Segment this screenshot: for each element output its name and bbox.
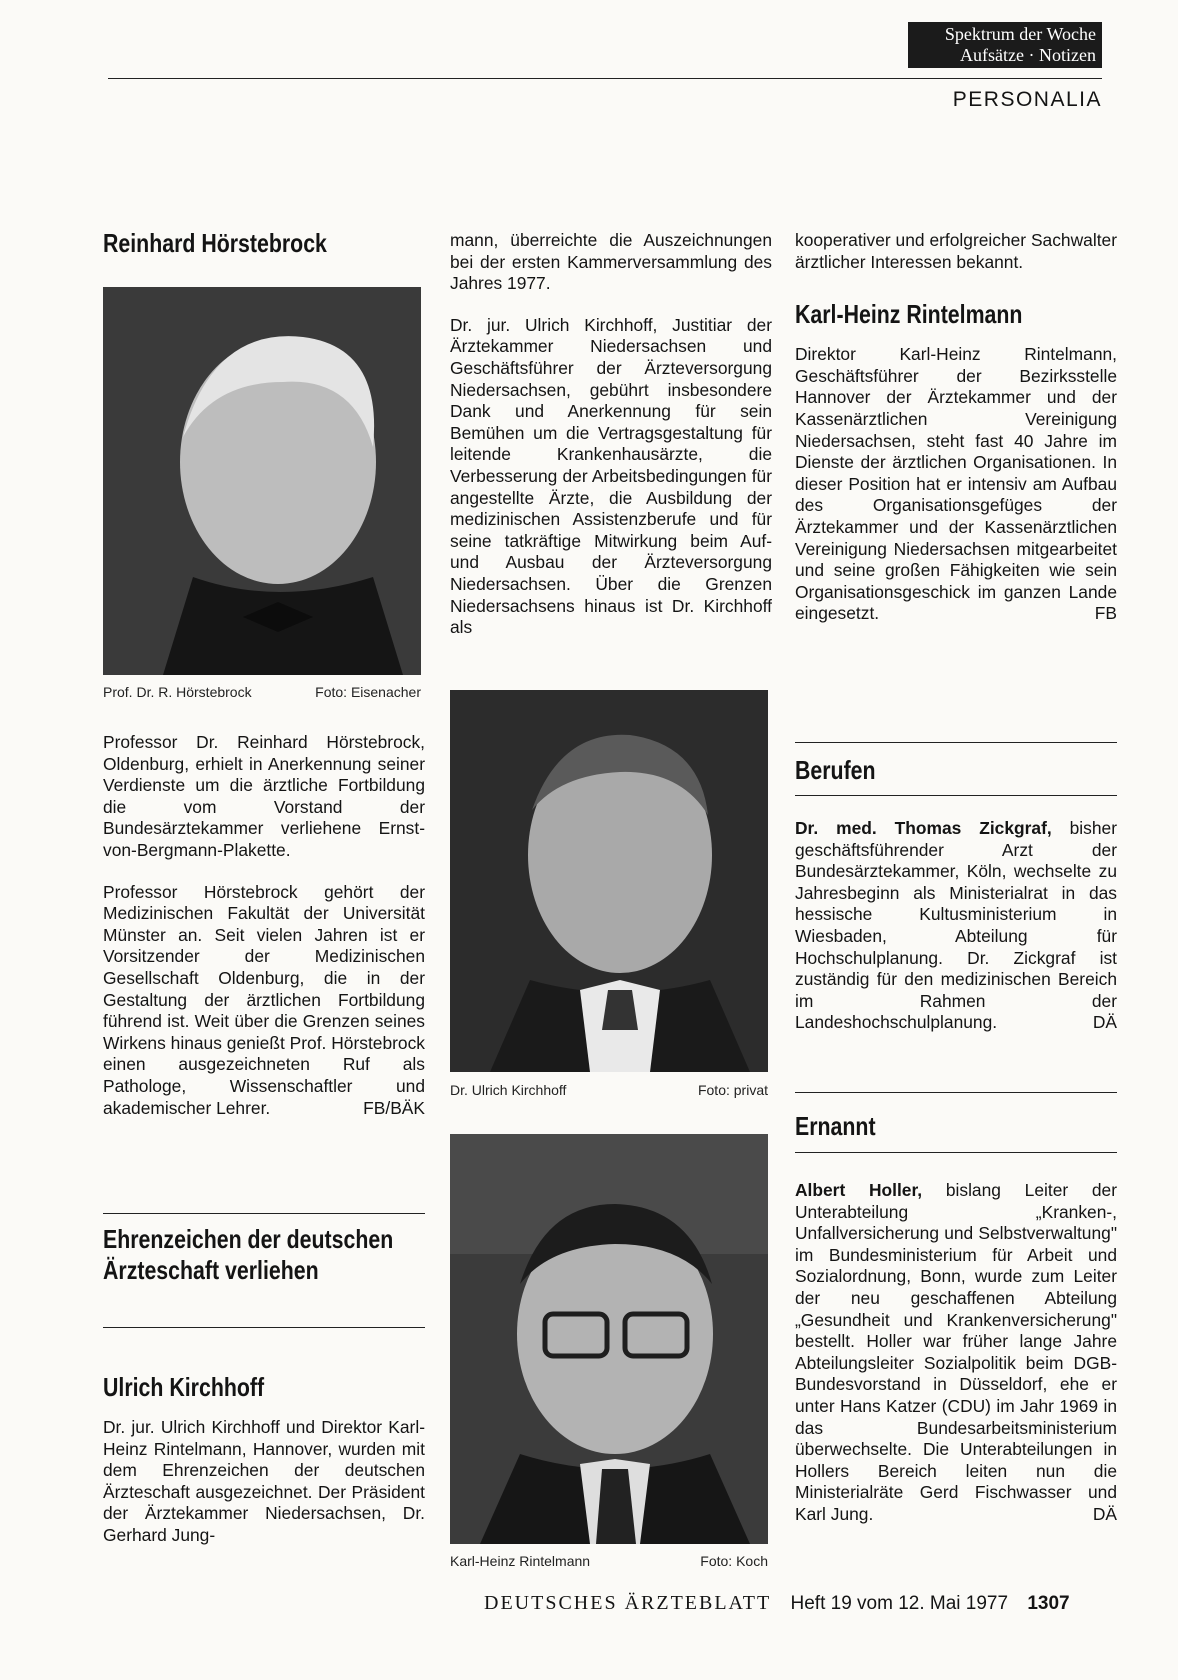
- heading-berufen: Berufen: [795, 755, 876, 785]
- caption-rintelmann-name: Karl-Heinz Rintelmann: [450, 1553, 591, 1569]
- signature-dae-1: DÄ: [1092, 1012, 1117, 1033]
- section-tag-line2: Aufsätze · Notizen: [960, 45, 1096, 65]
- rule-berufen-top: [795, 742, 1117, 743]
- paragraph-rintelmann-text: Direktor Karl-Heinz Rintelmann, Geschäftsführer der Bezirksstelle Hannover der Ärztekammer und der Kassenärztlichen Vereinigung Niedersachsen, steht fast 40 Jahre im Dienste der ärztlichen Organisationen. In dieser Position hat er intensiv am Aufbau des Organisationsgefüges der Ärztekammer und der Kassenärztlichen Vereinigung Niedersachsen mitgearbeitet und seine großen Fähigkeiten wie sein Organisationsgeschick im ganzen Lande eingesetzt.: [795, 344, 1117, 624]
- photo-hoerstebrock: [103, 287, 421, 675]
- paragraph-zickgraf: [795, 818, 1117, 1034]
- paragraph-zickgraf-text: bisher geschäftsführender Arzt der Bundesärztekammer, Köln, wechselte zu Jahresbeginn als Ministerialrat in das hessische Kultusministerium in Wiesbaden, Abteilung für Hochschulplanung. Dr. Zickgraf ist zuständig für den medizinischen Bereich im Rahmen der Landeshochschulplanung.: [795, 818, 1117, 1033]
- paragraph-hoerstebrock-2: [103, 882, 425, 1120]
- paragraph-holler-text: bislang Leiter der Unterabteilung „Kranken-, Unfallversicherung und Selbstverwaltung" im Bundesministerium für Arbeit und Sozialordnung, Bonn, wurde zum Leiter der neu geschaffenen Abteilung „Gesundheit und Krankenversicherung" bestellt. Holler war früher lange Jahre Abteilungsleiter Sozialpolitik beim DGB-Bundesvorstand in Düsseldorf, ehe er unter Hans Katzer (CDU) im Jahr 1969 in das Bundesarbeitsministerium überwechselte. Die Unterabteilungen in Hollers Bereich leiten nun die Ministerialräte Gerd Fischwasser und Karl Jung.: [795, 1180, 1118, 1524]
- footer-page-number: 1307: [1027, 1593, 1070, 1614]
- name-holler: Albert Holler,: [795, 1180, 923, 1200]
- paragraph-kirchhoff-1: Dr. jur. Ulrich Kirchhoff und Direktor Karl-Heinz Rintelmann, Hannover, wurden mit dem Ehrenzeichen der deutschen Ärzteschaft ausgezeichnet. Der Präsident der Ärztekammer Niedersachsen, Dr. Gerhard Jung-: [103, 1417, 425, 1545]
- column-1: [103, 228, 425, 259]
- photo-rintelmann: [450, 1134, 768, 1544]
- rule-ernannt-bottom: [795, 1152, 1117, 1153]
- rule-ehrenzeichen-bottom: [103, 1327, 425, 1328]
- heading-ehrenzeichen: Ehrenzeichen der deutschen Ärzteschaft verliehen: [103, 1224, 394, 1285]
- column-3: [795, 230, 1117, 645]
- caption-hoerstebrock-credit: Foto: Eisenacher: [315, 684, 421, 700]
- paragraph-holler: [795, 1180, 1117, 1526]
- paragraph-hoerstebrock-2-text: Professor Hörstebrock gehört der Medizinischen Fakultät der Universität Münster an. Seit vielen Jahren ist er Vorsitzender der Medizinischen Gesellschaft Oldenburg, die in der Gestaltung der ärztlichen Fortbildung führend ist. Weit über die Grenzen seines Wirkens hinaus genießt Prof. Hörstebrock einen ausgezeichneten Ruf als Pathologe, Wissenschaftler und akademischer Lehrer.: [103, 881, 425, 1118]
- caption-kirchhoff-name: Dr. Ulrich Kirchhoff: [450, 1082, 567, 1098]
- heading-block-ehrenzeichen: [103, 1224, 425, 1286]
- paragraph-rintelmann: [795, 344, 1117, 625]
- heading-kirchhoff: Ulrich Kirchhoff: [103, 1372, 265, 1402]
- section-tag: [908, 22, 1102, 68]
- signature-fb: FB: [1094, 603, 1117, 624]
- heading-rintelmann: Karl-Heinz Rintelmann: [795, 299, 1023, 330]
- heading-ernannt: Ernannt: [795, 1111, 876, 1141]
- name-zickgraf: Dr. med. Thomas Zickgraf,: [795, 818, 1052, 838]
- column-3-ernannt: [795, 1111, 1117, 1142]
- caption-kirchhoff: [450, 1082, 768, 1098]
- column-3-holler: [795, 1180, 1117, 1546]
- caption-hoerstebrock-name: Prof. Dr. R. Hörstebrock: [103, 684, 252, 700]
- rule-berufen-bottom: [795, 795, 1117, 796]
- signature-fb-baek: FB/BÄK: [363, 1097, 425, 1118]
- photo-kirchhoff: [450, 690, 768, 1072]
- column-1-kirchhoff: [103, 1372, 425, 1567]
- column-2: [450, 230, 772, 659]
- column-3-berufen: [795, 755, 1117, 786]
- heading-hoerstebrock: Reinhard Hörstebrock: [103, 228, 327, 258]
- paragraph-hoerstebrock-1: Professor Dr. Reinhard Hörstebrock, Oldenburg, erhielt in Anerkennung seiner Verdienste um die ärztliche Fortbildung die vom Vorstand der Bundesärztekammer verliehene Ernst-von-Bergmann-Plakette.: [103, 732, 425, 860]
- column-3-zickgraf: [795, 818, 1117, 1054]
- caption-rintelmann-credit: Foto: Koch: [700, 1553, 768, 1569]
- footer-journal: DEUTSCHES ÄRZTEBLATT: [484, 1592, 772, 1614]
- header-rule: [108, 78, 1102, 79]
- caption-rintelmann: [450, 1553, 768, 1569]
- caption-hoerstebrock: [103, 684, 421, 700]
- footer-issue: Heft 19 vom 12. Mai 1977: [790, 1593, 1009, 1614]
- rule-ehrenzeichen-top: [103, 1213, 425, 1214]
- portrait-icon: [450, 690, 768, 1072]
- paragraph-kirchhoff-3: Dr. jur. Ulrich Kirchhoff, Justitiar der Ärztekammer Niedersachsen und Geschäftsführer der Ärzteversorgung Niedersachsen, gebührt insbesondere Dank und Anerkennung für sein Bemühen um die Vertragsgestaltung für leitende Krankenhausärzte, die Verbesserung der Arbeitsbedingungen für angestellte Ärzte, die Ausbildung der medizinischen Assistenzberufe und für seine tatkräftige Mitwirkung beim Auf- und Ausbau der Ärzteversorgung Niedersachsen. Über die Grenzen Niedersachsens hinaus ist Dr. Kirchhoff als: [450, 314, 772, 638]
- signature-dae-2: DÄ: [1092, 1503, 1117, 1524]
- portrait-icon: [103, 287, 421, 675]
- column-1-body: [103, 732, 425, 1139]
- section-label: PERSONALIA: [952, 88, 1102, 111]
- rule-ernannt-top: [795, 1092, 1117, 1093]
- caption-kirchhoff-credit: Foto: privat: [697, 1082, 768, 1098]
- paragraph-kirchhoff-4: kooperativer und erfolgreicher Sachwalter ärztlicher Interessen bekannt.: [795, 230, 1117, 272]
- page-footer: [484, 1592, 1070, 1615]
- portrait-icon: [450, 1134, 768, 1544]
- paragraph-kirchhoff-2: mann, überreichte die Auszeichnungen bei der ersten Kammerversammlung des Jahres 1977.: [450, 230, 772, 294]
- section-tag-line1: Spektrum der Woche: [944, 24, 1096, 44]
